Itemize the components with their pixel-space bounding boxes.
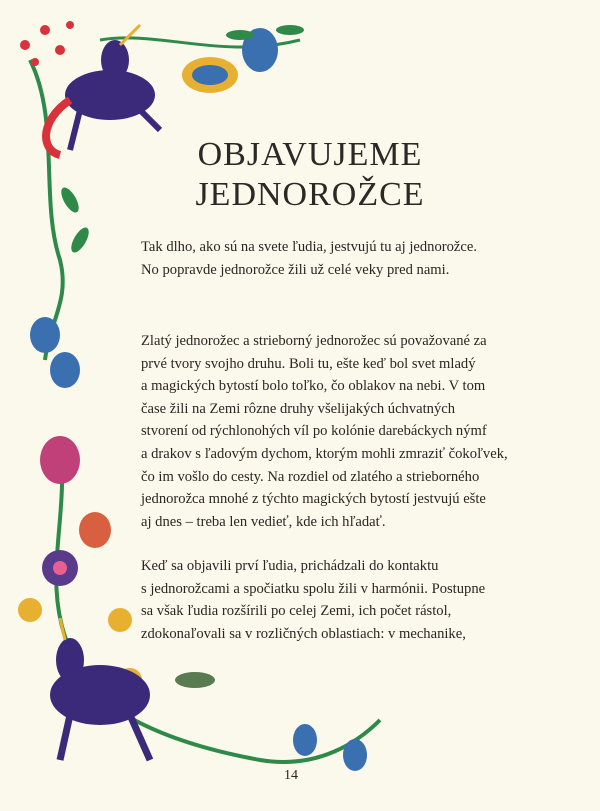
- page-number: 14: [284, 768, 298, 783]
- paragraph-first-humans: Keď sa objavili prví ľudia, prichádzali do kontaktu s jednorožcami a spočiatku spolu žili v harmónii. Postupne sa však ľudia rozšírili po celej Zemi, ich počet rástol, zdokonaľovali sa v rozličných oblastiach: v mechanike,: [141, 558, 486, 642]
- paragraph-intro: Tak dlho, ako sú na svete ľudia, jestvujú tu aj jednorožce. No popravde jednorožce žili už celé veky pred nami.: [141, 239, 478, 278]
- unicorn-bottom-icon: [50, 618, 150, 760]
- title-line: OBJAVUJEME: [197, 136, 423, 173]
- paragraph-first-unicorns: Zlatý jednorožec a strieborný jednorožec sú považované za prvé tvory svojho druhu. Boli tu, ešte keď bol svet mladý a magických bytostí bolo toľko, čo oblakov na nebi. V tom čase žili na Zemi rôzne druhy všelijakých úchvatných stvorení od rýchlonohých víl po kolónie darebáckych nýmf a drakov s ľadovým dychom, ktorým mohli zmraziť čokoľvek, čo im vošlo do cesty. Na rozdiel od zlatého a strieborného jednorožca mnohé z týchto magických bytostí jestvujú ešte aj dnes – treba len vedieť, kde ich hľadať.: [141, 333, 508, 530]
- red-flowers: [20, 21, 74, 66]
- unicorn-top-icon: [46, 25, 160, 155]
- pink-flower: [40, 436, 80, 484]
- page-title: [160, 135, 460, 215]
- title-line: JEDNOROŽCE: [195, 176, 425, 213]
